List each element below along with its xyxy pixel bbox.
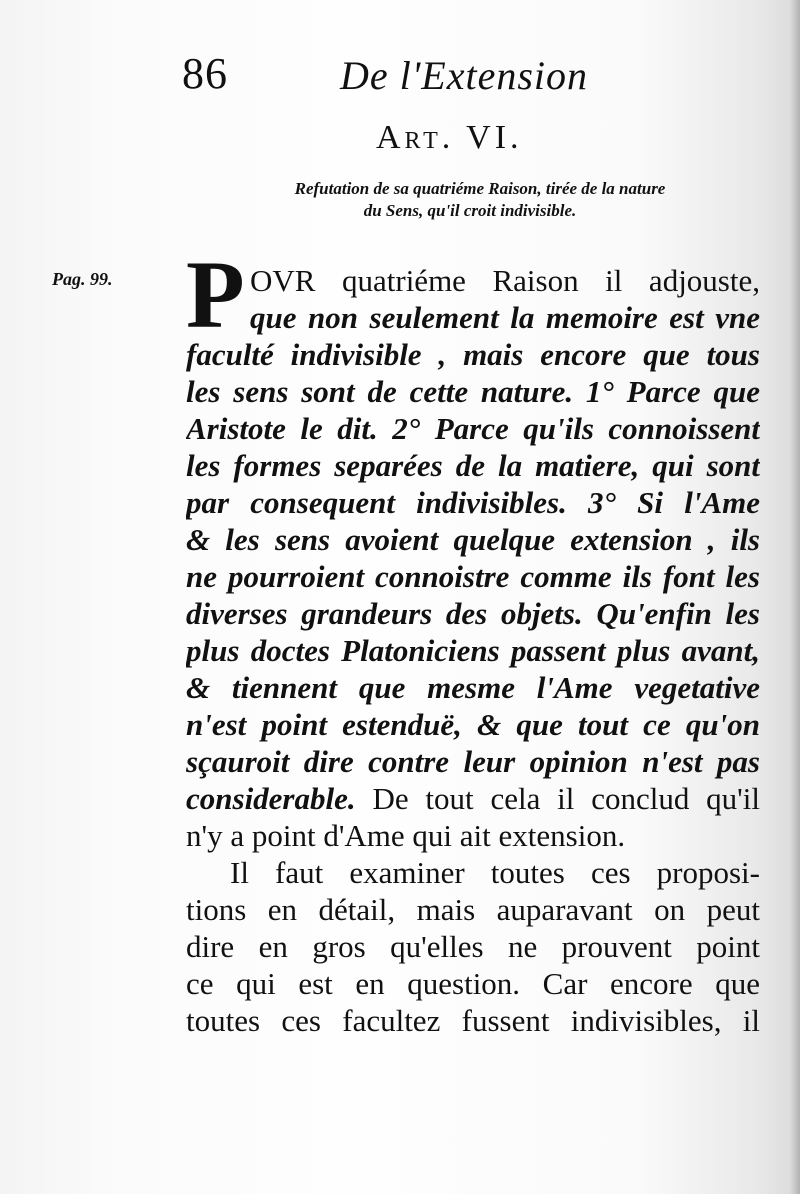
text-line: diverses grandeurs des objets. Qu'enfin les — [186, 596, 760, 631]
subtitle-line: du Sens, qu'il croit indivisible. — [363, 201, 577, 220]
text-line: plus doctes Platoniciens passent plus avant, — [186, 633, 760, 668]
page-edge-shadow — [790, 0, 800, 1194]
text-span-roman: De tout cela il conclud qu'il — [355, 781, 760, 816]
text-line: dire en gros qu'elles ne prouvent point — [186, 929, 760, 964]
text-line: les sens sont de cette nature. 1° Parce que — [186, 374, 760, 409]
text-line: n'est point estenduë, & que tout ce qu'on — [186, 707, 760, 742]
text-line: faculté indivisible , mais encore que tous — [186, 337, 760, 372]
running-title: De l'Extension — [340, 53, 589, 98]
text-line: par consequent indivisibles. 3° Si l'Ame — [186, 485, 760, 520]
article-subtitle — [200, 178, 760, 222]
margin-note: Pag. 99. — [52, 269, 113, 289]
text-line: Aristote le dit. 2° Parce qu'ils connoissent — [186, 411, 760, 446]
text-line: que non seulement la memoire est vne — [250, 300, 760, 335]
subtitle-line: Refutation de sa quatriéme Raison, tirée de la nature — [294, 179, 666, 198]
page-header — [180, 48, 780, 108]
text-line: sçauroit dire contre leur opinion n'est pas — [186, 744, 760, 779]
text-line: OVR quatriéme Raison il adjouste, — [250, 263, 760, 298]
text-line: tions en détail, mais auparavant on peut — [186, 892, 760, 927]
text-line: les formes separées de la matiere, qui sont — [186, 448, 760, 483]
text-line: & tiennent que mesme l'Ame vegetative — [186, 670, 760, 705]
text-line: toutes ces facultez fussent indivisibles, il — [186, 1003, 760, 1038]
text-line — [186, 780, 760, 817]
drop-cap: P — [186, 241, 243, 348]
text-line: Il faut examiner toutes ces proposi- — [230, 855, 760, 890]
body-text — [186, 262, 760, 1039]
text-line: n'y a point d'Ame qui ait extension. — [186, 818, 626, 853]
text-span-italic: considerable. — [186, 781, 356, 816]
article-heading: Art. VI. — [376, 119, 523, 156]
text-line: ne pourroient connoistre comme ils font les — [186, 559, 760, 594]
text-line: ce qui est en question. Car encore que — [186, 966, 760, 1001]
page-number: 86 — [182, 49, 228, 98]
text-line: & les sens avoient quelque extension , ils — [186, 522, 760, 557]
